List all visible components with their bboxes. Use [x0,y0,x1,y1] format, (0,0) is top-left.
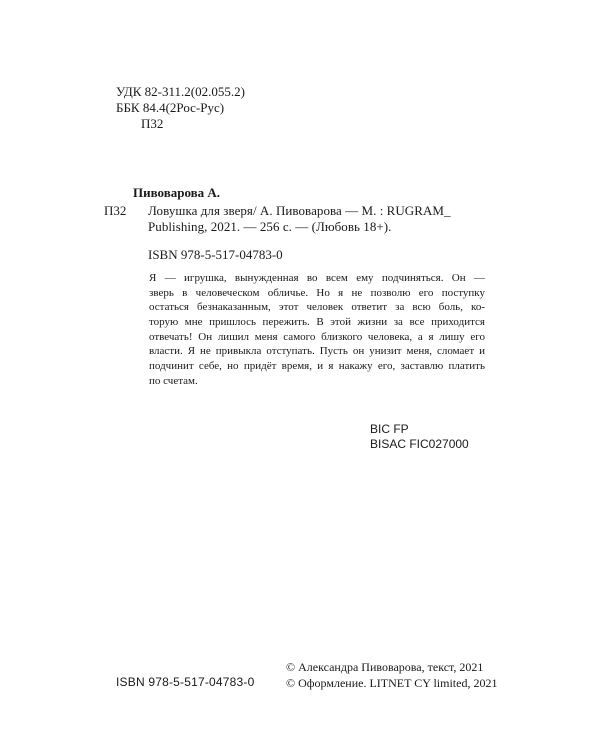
footer-isbn: ISBN 978-5-517-04783-0 [116,675,255,689]
annotation-line: торую мне пришлось пережить. В этой жизни за все приходится [149,316,485,329]
annotation-line: подчинит себе, но придёт время, и я накажу его, заставлю платить [149,360,485,373]
catalog-isbn: ISBN 978-5-517-04783-0 [148,247,283,262]
annotation-line: остаться безнаказанным, этот человек ответит за всю боль, ко- [149,301,485,314]
annotation-line: отвечать! Он лишил меня самого близкого человека, а я лишу его [149,330,485,343]
annotation [149,271,485,389]
annotation-line: власти. Я не привыкла отступать. Пусть он унизит меня, сломает и [149,345,485,358]
copyright-text: © Александра Пивоварова, текст, 2021 [286,660,484,674]
author-name: Пивоварова А. [133,185,221,200]
author-sign-top: П32 [141,116,164,131]
annotation-line: по счетам. [149,374,198,387]
annotation-line: Я — игрушка, вынужденная во всем ему подчиняться. Он — [149,272,485,284]
bbk-code: ББК 84.4(2Рос-Рус) [116,100,225,115]
catalog-publisher-line: Publishing, 2021. — 256 с. — (Любовь 18+). [148,219,392,234]
bic-code: BIC FP [370,422,409,436]
annotation-line: зверь в человеческом обличье. Но я не позволю его поступку [149,286,485,299]
catalog-title-line: Ловушка для зверя/ А. Пивоварова — М. : RUGRAM_ [148,203,451,218]
udk-code: УДК 82-311.2(02.055.2) [116,84,245,99]
bisac-code: BISAC FIC027000 [370,437,469,451]
copyright-design: © Оформление. LITNET CY limited, 2021 [286,676,498,690]
author-sign-catalog: П32 [104,203,127,218]
